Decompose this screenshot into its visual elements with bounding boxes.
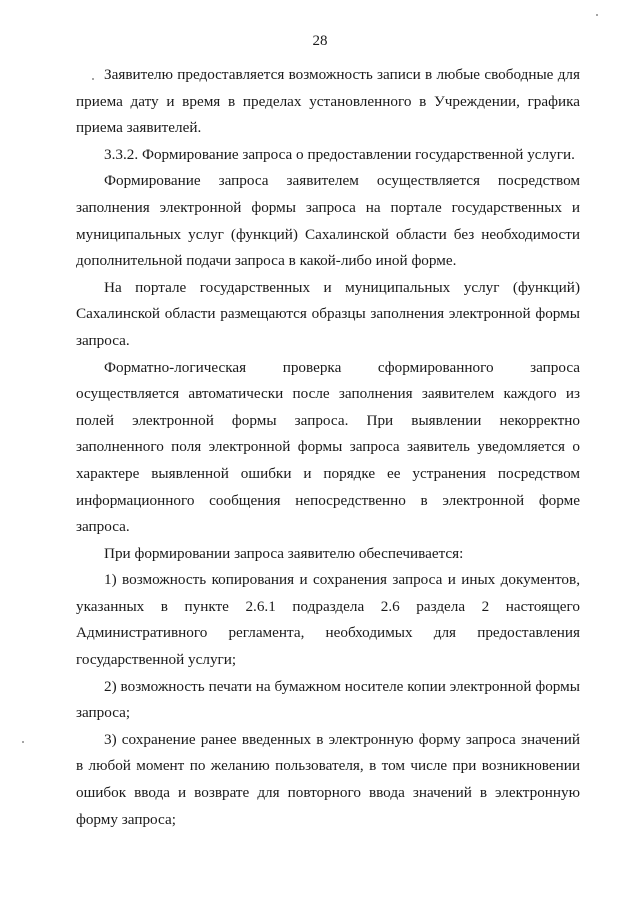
paragraph-provision-intro: При формировании запроса заявителю обеспечивается: (104, 544, 464, 562)
section-heading-3-3-2: 3.3.2. Формирование запроса о предоставлении государственной услуги. (104, 145, 575, 163)
scan-speck (92, 78, 94, 80)
paragraph-format-check: Форматно-логическая проверка сформированного запроса осуществляется автоматически после заполнения заявителем каждого из полей электронной формы запроса. При выявлении некорректно заполненного поля электронной формы запроса заявитель уведомляется о характере выявленной ошибки и порядке ее устранения посредством информационного сообщения непосредственно в электронной форме запроса. (76, 358, 580, 536)
list-item-2: 2) возможность печати на бумажном носителе копии электронной формы запроса; (76, 677, 580, 722)
paragraph-portal-samples: На портале государственных и муниципальных услуг (функций) Сахалинской области размещаются образцы заполнения электронной формы запроса. (76, 278, 580, 349)
scan-speck (596, 14, 598, 16)
list-item-3: 3) сохранение ранее введенных в электронную форму запроса значений в любой момент по желанию пользователя, в том числе при возникновении ошибок ввода и возврате для повторного ввода значений в электронную форму запроса; (76, 730, 580, 828)
list-item-1: 1) возможность копирования и сохранения запроса и иных документов, указанных в пункте 2.6.1 подраздела 2.6 раздела 2 настоящего Административного регламента, необходимых для предоставления государственной услуги; (76, 571, 580, 669)
scan-speck (22, 741, 24, 743)
paragraph-request-formation: Формирование запроса заявителем осуществляется посредством заполнения электронной формы запроса на портале государственных и муниципальных услуг (функций) Сахалинской области без необходимости дополнительной подачи запроса в какой-либо иной форме. (76, 172, 580, 270)
paragraph-appointment-booking: Заявителю предоставляется возможность записи в любые свободные для приема дату и время в пределах установленного в Учреждении, графика приема заявителей. (76, 66, 580, 137)
document-body (76, 62, 580, 833)
page-number: 28 (312, 33, 328, 49)
